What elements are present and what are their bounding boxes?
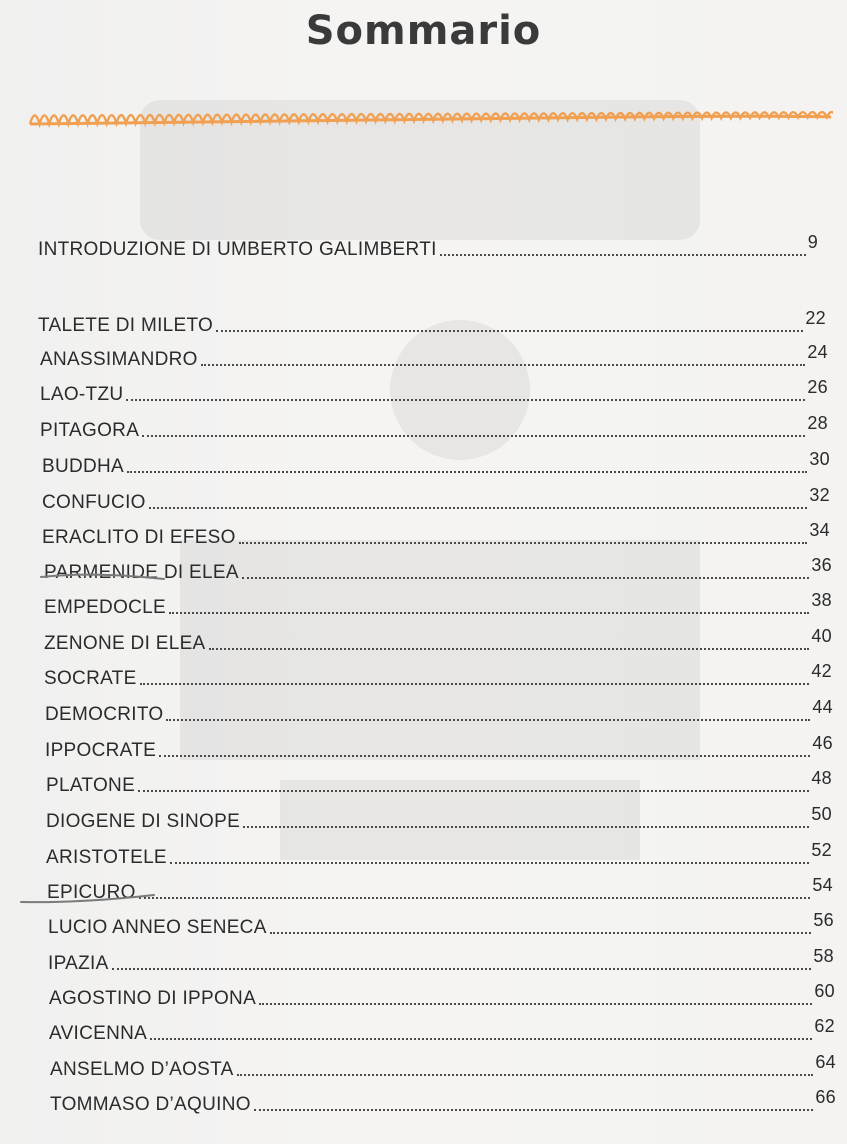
dot-leader [242, 577, 810, 579]
toc-entry-label: AVICENNA [49, 1023, 148, 1044]
toc-page-number: 64 [815, 1052, 836, 1072]
dot-leader [239, 542, 808, 544]
toc-entry-label: LUCIO ANNEO SENECA [48, 917, 267, 938]
toc-entry[interactable] [46, 768, 832, 798]
page-title: Sommario [305, 8, 542, 54]
toc-page-number: 42 [811, 661, 832, 681]
toc-entry-label: TOMMASO D’AQUINO [50, 1094, 251, 1115]
toc-page-number: 54 [812, 875, 833, 895]
toc-entry[interactable] [44, 590, 832, 620]
dot-leader [169, 612, 809, 614]
toc-entry-label: DEMOCRITO [45, 704, 164, 725]
toc-entry[interactable] [47, 875, 833, 905]
toc-entry-label: INTRODUZIONE DI UMBERTO GALIMBERTI [38, 239, 437, 260]
dot-leader [142, 435, 805, 437]
dot-leader [127, 471, 807, 473]
toc-page-number: 56 [813, 910, 834, 930]
toc-entry-label: TALETE DI MILETO [38, 315, 214, 336]
toc-entry[interactable] [40, 342, 828, 372]
toc-entry-introduction[interactable] [38, 232, 818, 262]
toc-entry[interactable] [44, 661, 832, 691]
dot-leader [259, 1003, 812, 1005]
toc-entry[interactable] [42, 520, 830, 550]
dot-leader [159, 755, 810, 757]
toc-page-number: 50 [811, 804, 832, 824]
toc-entry-label: PLATONE [46, 775, 136, 796]
toc-entry-label: PITAGORA [40, 420, 140, 441]
toc-entry[interactable] [49, 981, 835, 1011]
toc-page-number: 60 [814, 981, 835, 1001]
toc-page-number: 36 [811, 555, 832, 575]
toc-entry[interactable] [46, 804, 832, 834]
toc-entry-label: EMPEDOCLE [44, 597, 167, 618]
toc-entry-label: BUDDHA [42, 456, 125, 477]
toc-entry-label: IPPOCRATE [45, 740, 157, 761]
toc-page-number: 24 [807, 342, 828, 362]
toc-entry-label: SOCRATE [44, 668, 137, 689]
dot-leader [150, 1038, 812, 1040]
toc-entry-label: EPICURO [47, 882, 136, 903]
toc-page-number: 26 [807, 377, 828, 397]
toc-entry[interactable] [50, 1087, 836, 1117]
toc-entry[interactable] [49, 1016, 835, 1046]
toc-entry[interactable] [50, 1052, 836, 1082]
toc-entry[interactable] [42, 485, 830, 515]
toc-page-number: 66 [815, 1087, 836, 1107]
toc-entry-label: PARMENIDE DI ELEA [44, 562, 239, 583]
toc-page-number: 46 [812, 733, 833, 753]
toc-entry[interactable] [45, 733, 833, 763]
toc-entry[interactable] [38, 308, 826, 338]
dot-leader [149, 507, 808, 509]
toc-entry[interactable] [42, 449, 830, 479]
toc-entry-label: LAO-TZU [40, 384, 124, 405]
dot-leader [270, 932, 812, 934]
toc-entry[interactable] [44, 555, 832, 585]
toc-page-number: 22 [805, 308, 826, 328]
dot-leader [243, 826, 809, 828]
toc-page-number: 48 [811, 768, 832, 788]
toc-entry[interactable] [48, 946, 834, 976]
toc-entry[interactable] [44, 626, 832, 656]
toc-page-number: 58 [813, 946, 834, 966]
dot-leader [126, 399, 805, 401]
toc-entry[interactable] [46, 840, 832, 870]
toc-entry-label: IPAZIA [48, 953, 109, 974]
dot-leader [139, 897, 811, 899]
toc-entry-label: ERACLITO DI EFESO [42, 527, 236, 548]
toc-entry[interactable] [40, 377, 828, 407]
toc-entry-label: ANASSIMANDRO [40, 349, 198, 370]
toc-entry-label: ZENONE DI ELEA [44, 633, 206, 654]
toc-entry[interactable] [45, 697, 833, 727]
toc-page-number: 52 [811, 840, 832, 860]
dot-leader [237, 1074, 814, 1076]
dot-leader [254, 1109, 814, 1111]
dot-leader [209, 648, 810, 650]
dot-leader [138, 790, 809, 792]
toc-entry[interactable] [48, 910, 834, 940]
toc-page-number: 44 [812, 697, 833, 717]
toc-page-number: 28 [807, 413, 828, 433]
toc-entry-label: AGOSTINO DI IPPONA [49, 988, 257, 1009]
toc-entry-label: ANSELMO D’AOSTA [50, 1059, 234, 1080]
dot-leader [440, 254, 806, 256]
dot-leader [201, 364, 806, 366]
dot-leader [166, 719, 810, 721]
toc-page-number: 40 [811, 626, 832, 646]
dot-leader [216, 330, 803, 332]
toc-page-number: 38 [811, 590, 832, 610]
toc-entry[interactable] [40, 413, 828, 443]
toc-entry-label: DIOGENE DI SINOPE [46, 811, 241, 832]
toc-page-number: 9 [807, 232, 818, 252]
toc-page-number: 62 [814, 1016, 835, 1036]
toc-entry-label: CONFUCIO [42, 492, 146, 513]
toc-entry-label: ARISTOTELE [46, 847, 167, 868]
dot-leader [112, 968, 812, 970]
toc-page-number: 34 [809, 520, 830, 540]
toc-page-number: 30 [809, 449, 830, 469]
toc-page-number: 32 [809, 485, 830, 505]
dot-leader [140, 683, 810, 685]
dot-leader [170, 862, 809, 864]
